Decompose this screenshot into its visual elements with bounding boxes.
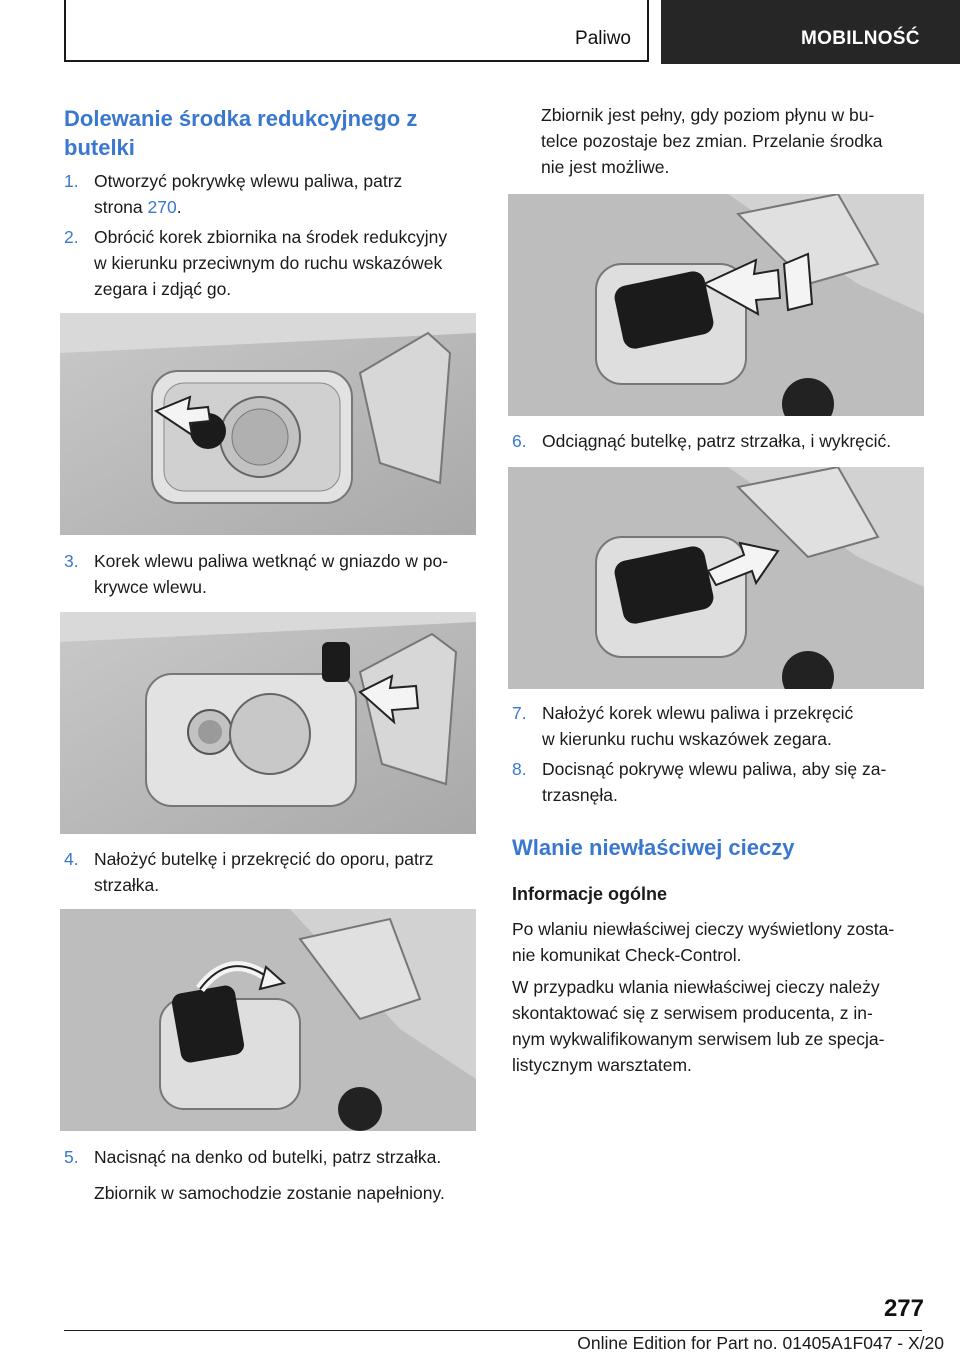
step-number: 6. xyxy=(512,431,527,451)
step-text-line: w kierunku przeciwnym do ruchu wskazówek xyxy=(94,253,443,273)
edition-info: Online Edition for Part no. 01405A1F047 - X/20 xyxy=(577,1333,944,1353)
step-number: 8. xyxy=(512,759,527,779)
step-text xyxy=(94,224,447,302)
section-heading: Dolewanie środka redukcyjnego z butelki xyxy=(64,106,418,160)
fill-level-note xyxy=(541,102,941,180)
step-text xyxy=(542,756,886,808)
step-number: 1. xyxy=(64,171,79,191)
text-line: W przypadku wlania niewłaściwej cieczy należy xyxy=(512,977,880,997)
step-text-line: trzasnęła. xyxy=(542,785,618,805)
illustration-attach-bottle xyxy=(60,909,476,1131)
step-text-line: Nałożyć korek wlewu paliwa i przekręcić xyxy=(542,703,854,723)
page-number: 277 xyxy=(883,1295,924,1322)
step-text xyxy=(94,168,402,220)
section-title: Paliwo xyxy=(575,28,631,49)
step-number: 7. xyxy=(512,703,527,723)
illustration-stow-cap xyxy=(60,612,476,834)
step-number: 5. xyxy=(64,1147,79,1167)
step-number: 4. xyxy=(64,849,79,869)
step-number: 3. xyxy=(64,551,79,571)
illustration-pull-bottle xyxy=(508,467,924,689)
step-text-line: Otworzyć pokrywkę wlewu paliwa, patrz xyxy=(94,171,403,191)
footer-divider xyxy=(64,1330,922,1331)
text-line: listycznym warsztatem. xyxy=(512,1055,692,1075)
chapter-tab: MOBILNOŚĆ xyxy=(661,0,960,64)
step-text-line: krywce wlewu. xyxy=(94,577,207,597)
section-heading-wrong-fluid: Wlanie niewłaściwej cieczy xyxy=(512,835,795,860)
page-header xyxy=(0,0,960,66)
step-text xyxy=(94,846,433,898)
step-text-punct: . xyxy=(176,197,182,217)
step-text-line: Obrócić korek zbiornika na środek redukcyjny xyxy=(94,227,448,247)
illustration-remove-cap xyxy=(60,313,476,535)
wrong-fluid-paragraph-1 xyxy=(512,916,932,968)
step-number: 2. xyxy=(64,227,79,247)
section-tab xyxy=(64,0,649,62)
step-text-line: Docisnąć pokrywę wlewu paliwa, aby się za‐ xyxy=(542,759,887,779)
step-text xyxy=(542,428,891,454)
step-text-line: w kierunku ruchu wskazówek zegara. xyxy=(542,729,832,749)
text-line: nie komunikat Check-Control. xyxy=(512,945,742,965)
illustration-press-bottle xyxy=(508,194,924,416)
step-5-note: Zbiornik w samochodzie zostanie napełniony. xyxy=(94,1183,445,1203)
text-line: skontaktować się z serwisem producenta, z in‐ xyxy=(512,1003,873,1023)
step-text-line: strona xyxy=(94,197,148,217)
text-line: nie jest możliwe. xyxy=(541,157,670,177)
step-text-line: Nacisnąć na denko od butelki, patrz strzałka. xyxy=(94,1147,442,1167)
step-text-line: zegara i zdjąć go. xyxy=(94,279,232,299)
page-reference-link[interactable]: 270 xyxy=(147,197,177,217)
step-text xyxy=(94,548,448,600)
step-text-line: Nałożyć butelkę i przekręcić do oporu, patrz xyxy=(94,849,434,869)
text-line: Po wlaniu niewłaściwej cieczy wyświetlony zosta‐ xyxy=(512,919,895,939)
wrong-fluid-paragraph-2 xyxy=(512,974,932,1078)
text-line: Zbiornik jest pełny, gdy poziom płynu w bu‐ xyxy=(541,105,875,125)
step-text xyxy=(542,700,853,752)
subheading-general-info: Informacje ogólne xyxy=(512,884,668,904)
step-text-line: Odciągnąć butelkę, patrz strzałka, i wykręcić. xyxy=(542,431,892,451)
text-line: nym wykwalifikowanym serwisem lub ze specja‐ xyxy=(512,1029,885,1049)
step-text-line: Korek wlewu paliwa wetknąć w gniazdo w po‐ xyxy=(94,551,449,571)
step-text-line: strzałka. xyxy=(94,875,160,895)
text-line: telce pozostaje bez zmian. Przelanie środka xyxy=(541,131,883,151)
step-text xyxy=(94,1144,441,1170)
